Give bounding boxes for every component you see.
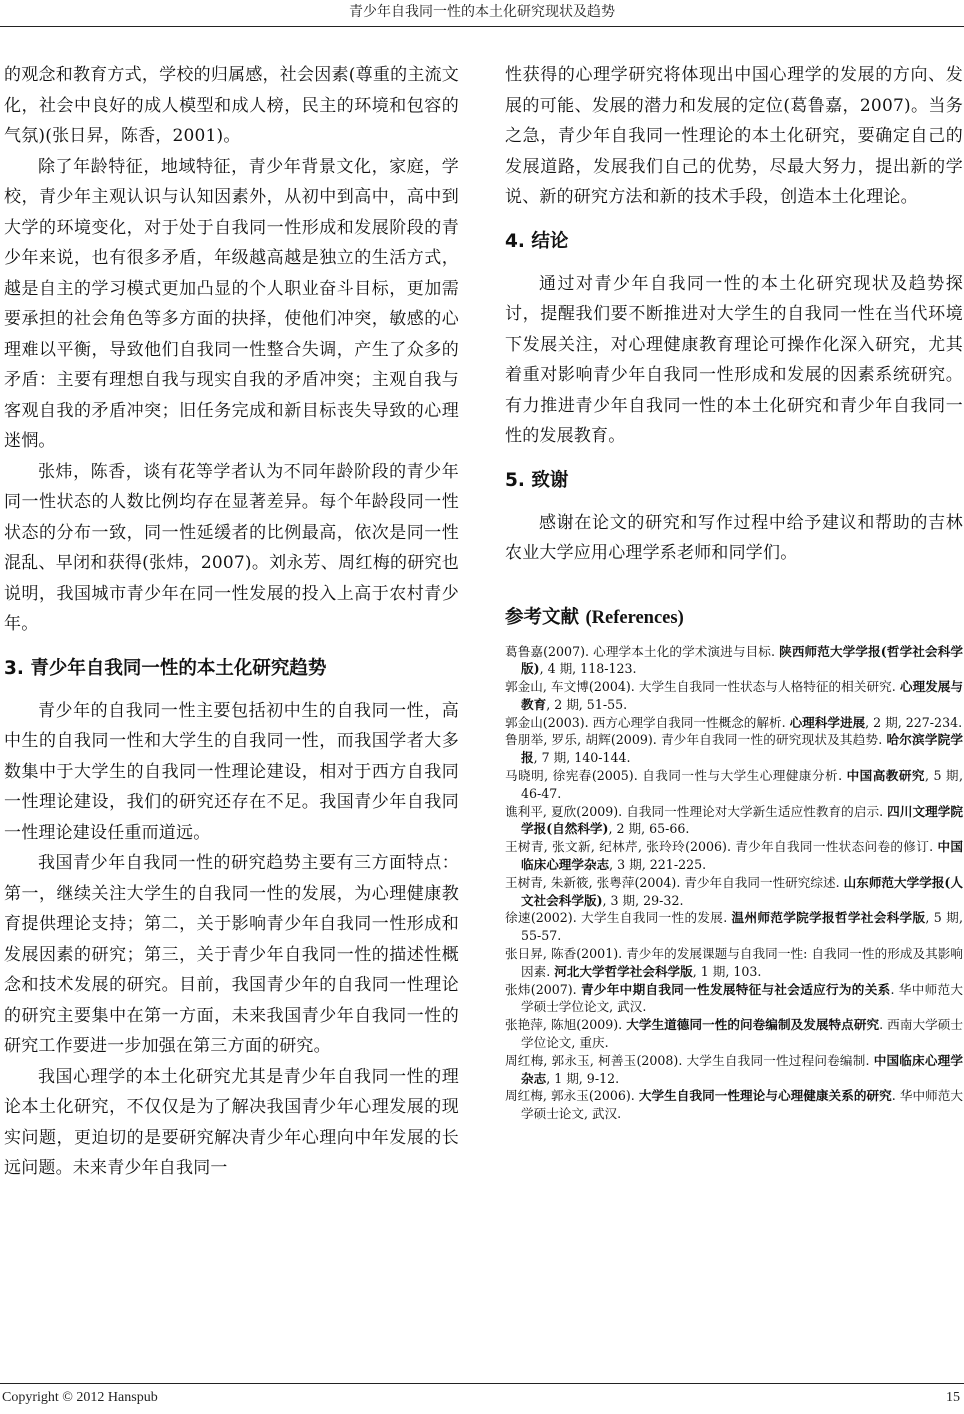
- reference-item: [505, 643, 963, 679]
- reference-tail: , 2 期, 51-55.: [546, 696, 628, 712]
- reference-item: [505, 1087, 963, 1123]
- reference-lead: 鲁朋举, 罗乐, 胡辉(2009). 青少年自我同一性的研究现状及其趋势.: [505, 732, 887, 748]
- reference-lead: 张艳萍, 陈旭(2009).: [505, 1017, 627, 1033]
- reference-lead: 张炜(2007).: [505, 981, 581, 997]
- section-3-heading: 3. 青少年自我同一性的本土化研究趋势: [4, 657, 327, 679]
- reference-tail: , 3 期, 221-225.: [609, 857, 707, 873]
- paragraph-research-trends: 我国青少年自我同一性的研究趋势主要有三方面特点：第一，继续关注大学生的自我同一性的发展，为心理健康教育提供理论支持；第二，关于影响青少年自我同一性形成和发展因素的研究；第三，关于青少年自我同一性的描述性概念和技术发展的研究。目前，我国青少年的自我同一性理论的研究主要集中在第一方面，未来我国青少年自我同一性的研究工作要进一步加强在第三方面的研究。: [4, 853, 459, 1056]
- section-5-heading: 5. 致谢: [505, 469, 569, 491]
- reference-item: [505, 981, 963, 1017]
- paragraph-conclusion: 通过对青少年自我同一性的本土化研究现状及趋势探讨，提醒我们要不断推进对大学生的自我同一性在当代环境下发展关注，对心理健康教育理论可操作化深入研究，尤其着重对影响青少年自我同一性形成和发展的因素系统研究。有力推进青少年自我同一性的本土化研究和青少年自我同一性的发展教育。: [505, 273, 963, 446]
- reference-venue: 哈尔滨学院学报: [521, 732, 963, 766]
- paragraph-age-differences: 张炜，陈香，谈有花等学者认为不同年龄阶段的青少年同一性状态的人数比例均存在显著差异。每个年龄段同一性状态的分布一致，同一性延缓者的比例最高，依次是同一性混乱、早闭和获得(张炜，2007)。刘永芳、周红梅的研究也说明，我国城市青少年在同一性发展的投入上高于农村青少年。: [4, 461, 459, 634]
- reference-lead: 徐速(2002). 大学生自我同一性的发展.: [505, 910, 732, 926]
- reference-tail: , 2 期, 227-234.: [865, 714, 963, 730]
- reference-lead: 郭金山(2003). 西方心理学自我同一性概念的解析.: [505, 714, 790, 730]
- reference-tail: , 1 期, 9-12.: [546, 1070, 620, 1086]
- reference-venue: 大学生自我同一性理论与心理健康关系的研究: [638, 1088, 892, 1104]
- reference-lead: 周红梅, 郭永玉, 柯善玉(2008). 大学生自我同一性过程问卷编制.: [505, 1052, 874, 1068]
- reference-venue: 大学生道德同一性的问卷编制及发展特点研究: [626, 1017, 880, 1033]
- paragraph-continued-right: 性获得的心理学研究将体现出中国心理学的发展的方向、发展的可能、发展的潜力和发展的定位(葛鲁嘉，2007)。当务之急，青少年自我同一性理论的本土化研究，要确定自己的发展道路，发展我们自己的优势，尽最大努力，提出新的学说、新的研究方法和新的技术手段，创造本土化理论。: [505, 65, 963, 207]
- reference-venue: 中国临床心理学杂志: [521, 839, 964, 873]
- reference-venue: 温州师范学院学报哲学社会科学版: [731, 910, 926, 926]
- reference-tail: , 1 期, 103.: [692, 963, 762, 979]
- reference-tail: . 西南大学硕士学位论文, 重庆.: [521, 1017, 964, 1051]
- page-footer: [0, 1383, 964, 1414]
- references-heading: [505, 603, 963, 633]
- reference-tail: , 5 期, 46-47.: [521, 768, 963, 801]
- reference-lead: 马晓明, 徐宪春(2005). 自我同一性与大学生心理健康分析.: [505, 768, 847, 784]
- reference-tail: , 5 期, 55-57.: [521, 910, 963, 944]
- reference-venue: 陕西师范大学学报(哲学社会科学版): [521, 643, 963, 677]
- reference-item: [505, 909, 963, 945]
- right-column: [505, 60, 963, 1123]
- running-title: 青少年自我同一性的本土化研究现状及趋势: [349, 4, 615, 20]
- reference-item: [505, 714, 963, 732]
- reference-venue: 中国临床心理学杂志: [521, 1052, 964, 1086]
- reference-venue: 中国高教研究: [846, 768, 925, 784]
- reference-lead: 张日昇, 陈香(2001). 青少年的发展课题与自我同一性: 自我同一性的形成及其影响因素.: [505, 946, 963, 979]
- left-column: [4, 60, 459, 1184]
- reference-lead: 郭金山, 车文博(2004). 大学生自我同一性状态与人格特征的相关研究.: [505, 679, 900, 695]
- reference-item: [505, 678, 963, 714]
- reference-tail: . 华中师范大学硕士学位论文, 武汉.: [521, 981, 963, 1015]
- reference-item: [505, 803, 963, 839]
- reference-tail: . 华中师范大学硕士论文, 武汉.: [521, 1088, 964, 1122]
- reference-venue: 青少年中期自我同一性发展特征与社会适应行为的关系: [580, 981, 891, 997]
- running-header: [0, 0, 964, 27]
- reference-item: [505, 767, 963, 803]
- reference-tail: , 3 期, 29-32.: [602, 892, 684, 908]
- reference-item: [505, 838, 963, 874]
- reference-tail: , 2 期, 65-66.: [608, 821, 690, 837]
- paragraph-identity-types: 青少年的自我同一性主要包括初中生的自我同一性，高中生的自我同一性和大学生的自我同一性，而我国学者大多数集中于大学生的自我同一性理论建设，相对于西方自我同一性理论建设，我们的研究还存在不足。我国青少年自我同一性理论建设任重而道远。: [4, 700, 459, 843]
- reference-item: [505, 731, 963, 767]
- reference-venue: 河北大学哲学社会科学版: [554, 963, 693, 979]
- reference-list: [505, 643, 963, 1124]
- reference-tail: , 7 期, 140-144.: [533, 750, 631, 766]
- reference-item: [505, 1052, 963, 1088]
- paragraph-continued: 的观念和教育方式，学校的归属感，社会因素(尊重的主流文化，社会中良好的成人模型和成人榜，民主的环境和包容的气氛)(张日昇，陈香，2001)。: [4, 65, 459, 146]
- reference-lead: 王树青, 朱新筱, 张粤萍(2004). 青少年自我同一性研究综述.: [505, 874, 844, 890]
- reference-item: [505, 945, 963, 981]
- reference-venue: 四川文理学院学报(自然科学): [521, 803, 963, 837]
- reference-venue: 山东师范大学学报(人文社会科学版): [521, 874, 963, 908]
- reference-lead: 谯利平, 夏欣(2009). 自我同一性理论对大学新生适应性教育的启示.: [505, 803, 888, 819]
- references-title-cn: 参考文献: [505, 606, 580, 628]
- section-4-heading: 4. 结论: [505, 230, 569, 252]
- copyright-notice: Copyright © 2012 Hanspub: [2, 1390, 158, 1405]
- paragraph-localization: 我国心理学的本土化研究尤其是青少年自我同一性的理论本土化研究，不仅仅是为了解决我国青少年心理发展的现实问题，更迫切的是要研究解决青少年心理向中年发展的长远问题。未来青少年自我同一: [4, 1066, 459, 1178]
- page-number: 15: [946, 1390, 960, 1405]
- references-title-en: (References): [585, 607, 684, 628]
- reference-tail: , 4 期, 118-123.: [539, 661, 637, 677]
- reference-venue: 心理科学进展: [789, 714, 866, 730]
- paragraph-contradictions: 除了年龄特征，地域特征，青少年背景文化，家庭，学校，青少年主观认识与认知因素外，从初中到高中，高中到大学的环境变化，对于处于自我同一性形成和发展阶段的青少年来说，也有很多矛盾，年级越高越是独立的生活方式，越是自主的学习模式更加凸显的个人职业奋斗目标，更加需要承担的社会角色等多方面的抉择，使他们冲突，敏感的心理难以平衡，导致他们自我同一性整合失调，产生了众多的矛盾：主要有理想自我与现实自我的矛盾冲突；主观自我与客观自我的矛盾冲突；旧任务完成和新目标丧失导致的心理迷惘。: [4, 156, 459, 451]
- reference-venue: 心理发展与教育: [521, 679, 964, 712]
- reference-lead: 周红梅, 郭永玉(2006).: [505, 1088, 639, 1104]
- reference-item: [505, 874, 963, 910]
- reference-item: [505, 1016, 963, 1052]
- paragraph-acknowledgement: 感谢在论文的研究和写作过程中给予建议和帮助的吉林农业大学应用心理学系老师和同学们。: [505, 512, 963, 563]
- reference-lead: 王树青, 张文新, 纪林芹, 张玲玲(2006). 青少年自我同一性状态问卷的修订.: [505, 839, 938, 855]
- reference-lead: 葛鲁嘉(2007). 心理学本土化的学术演进与目标.: [505, 643, 780, 659]
